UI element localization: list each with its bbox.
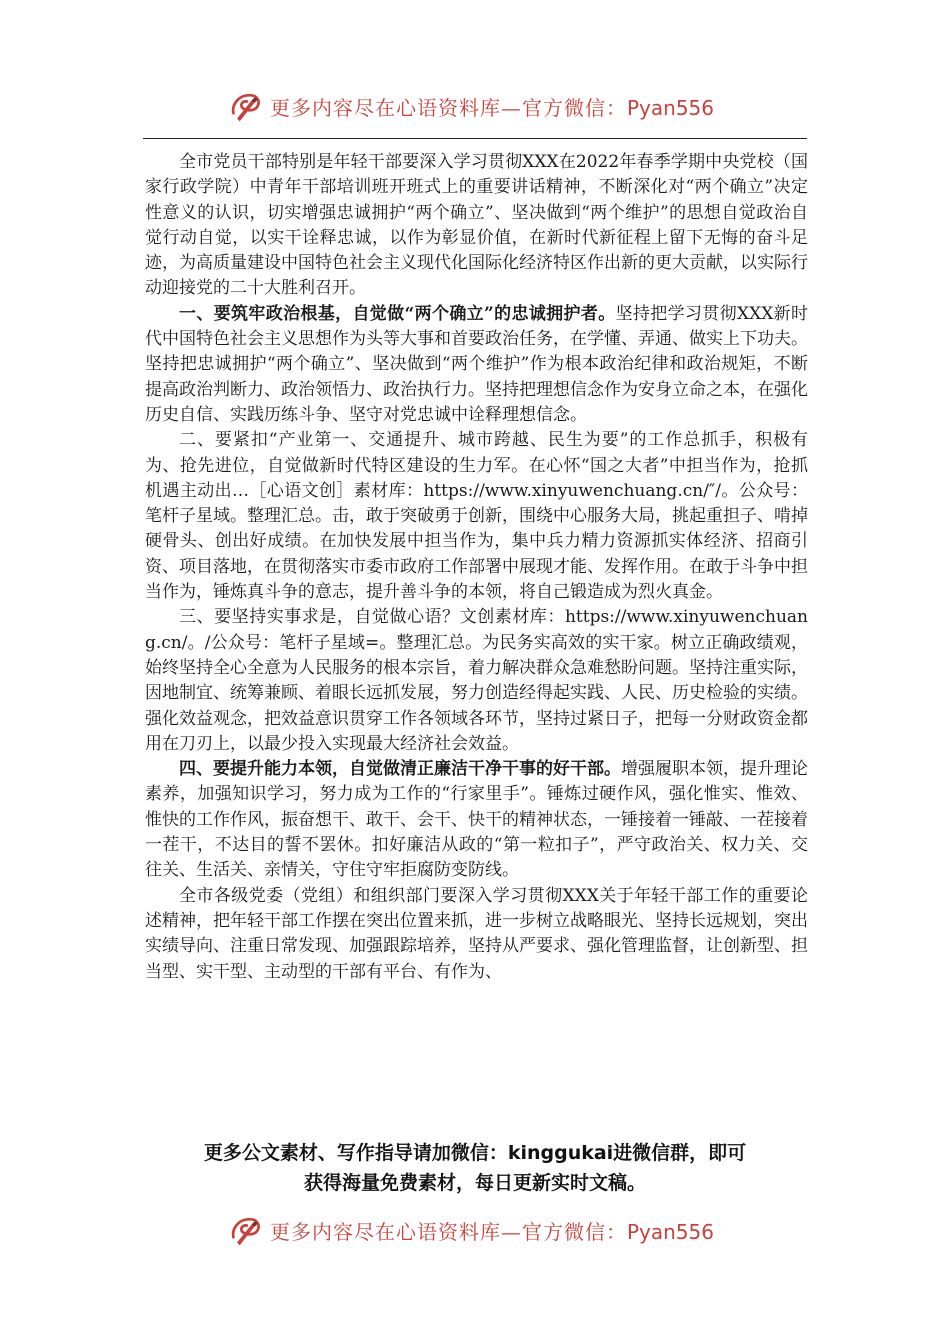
article-paragraph <box>145 150 808 302</box>
paragraph-text: 全市各级党委（党组）和组织部门要深入学习贯彻XXX关于年轻干部工作的重要论述精神，把年轻干部工作摆在突出位置来抓，进一步树立战略眼光、坚持长远规划，突出实绩导向、注重日常发现、加强跟踪培养，坚持从严要求、强化管理监督，让创新型、担当型、实干型、主动型的干部有平台、有作为、 <box>145 885 808 982</box>
paragraph-text: 三、要坚持实事求是，自觉做心语？文创素材库：https://www.xinyuwenchuang.cn/。/公众号：笔杆子星域=。整理汇总。为民务实高效的实干家。树立正确政绩观，始终坚持全心全意为人民服务的根本宗旨，着力解决群众急难愁盼问题。坚持注重实际，因地制宜、统筹兼顾、着眼长远抓发展，努力创造经得起实践、人民、历史检验的实绩。强化效益观念，把效益意识贯穿工作各领域各环节，坚持过紧日子，把每一分财政资金都用在刀刃上，以最少投入实现最大经济社会效益。 <box>145 607 808 754</box>
paragraph-text: 增强履职本领，提升理论素养，加强知识学习，努力成为工作的“行家里手”。锤炼过硬作风，强化惟实、惟效、惟快的工作作风，振奋想干、敢干、会干、快干的精神状态，一锤接着一锤敲、一茬接着一茬干，不达目的誓不罢休。扣好廉洁从政的“第一粒扣子”，严守政治关、权力关、交往关、生活关、亲情关，守住守牢拒腐防变防线。 <box>145 759 808 881</box>
footer-banner-contact: Pyan556 <box>627 1219 715 1244</box>
paragraph-text: 坚持把学习贯彻XXX新时代中国特色社会主义思想作为头等大事和首要政治任务，在学懂、弄通、做实上下功夫。坚持把忠诚拥护“两个确立”、坚决做到“两个维护”作为根本政治纪律和政治规矩，不断提高政治判断力、政治领悟力、政治执行力。坚持把理想信念作为安身立命之本，在强化历史自信、实践历练斗争、坚守对党忠诚中诠释理想信念。 <box>145 303 808 425</box>
paragraph-lead: 四、要提升能力本领，自觉做清正廉洁干净干事的好干部。 <box>179 759 621 780</box>
footer-promo-note <box>140 1138 810 1198</box>
paragraph-text: 二、要紧扣“产业第一、交通提升、城市跨越、民生为要”的工作总抓手，积极有为、抢先进位，自觉做新时代特区建设的生力军。在心怀“国之大者”中担当作为，抢抓机遇主动出…［心语文创］素材库：https://www.xinyuwenchuang.cn/″/。公众号：笔杆子星域。整理汇总。击，敢于突破勇于创新，围绕中心服务大局，挑起重担子、啃掉硬骨头、创出好成绩。在加快发展中担当作为，集中兵力精力资源抓实体经济、招商引资、项目落地，在贯彻落实市委市政府工作部署中展现才能、发挥作用。在敢于斗争中担当作为，锤炼真斗争的意志，提升善斗争的本领，将自己锻造成为烈火真金。 <box>145 430 808 603</box>
footer-banner <box>228 1210 714 1250</box>
article-paragraph <box>145 428 808 605</box>
article-paragraph <box>145 757 808 883</box>
paragraph-text: 全市党员干部特别是年轻干部要深入学习贯彻XXX在2022年春季学期中央党校（国家行政学院）中青年干部培训班开班式上的重要讲话精神，不断深化对“两个确立”决定性意义的认识，切实增强忠诚拥护“两个确立”、坚决做到“两个维护”的思想自觉政治自觉行动自觉，以实干诠释忠诚，以作为彰显价值，在新时代新征程上留下无悔的奋斗足迹，为高质量建设中国特色社会主义现代化国际化经济特区作出新的更大贡献，以实际行动迎接党的二十大胜利召开。 <box>145 152 808 299</box>
header-divider <box>143 138 807 139</box>
header-banner-text: 更多内容尽在心语资料库—官方微信： <box>270 95 627 120</box>
pen-swirl-logo-icon <box>228 1212 264 1248</box>
header-banner-label <box>270 92 714 121</box>
pen-swirl-logo-icon <box>228 88 264 124</box>
paragraph-lead: 一、要筑牢政治根基，自觉做“两个确立”的忠诚拥护者。 <box>179 303 616 324</box>
article-body <box>145 150 808 985</box>
article-paragraph <box>145 605 808 757</box>
article-paragraph <box>145 884 808 985</box>
footer-note-line-1: 更多公文素材、写作指导请加微信：kinggukai进微信群，即可 <box>203 1142 747 1164</box>
article-paragraph <box>145 302 808 428</box>
page-header <box>0 78 950 134</box>
header-banner-contact: Pyan556 <box>627 95 715 120</box>
footer-banner-text: 更多内容尽在心语资料库—官方微信： <box>270 1219 627 1244</box>
header-banner <box>228 86 714 126</box>
footer-note-line-2: 获得海量免费素材，每日更新实时文稿。 <box>303 1172 646 1194</box>
footer-banner-label <box>270 1216 714 1245</box>
